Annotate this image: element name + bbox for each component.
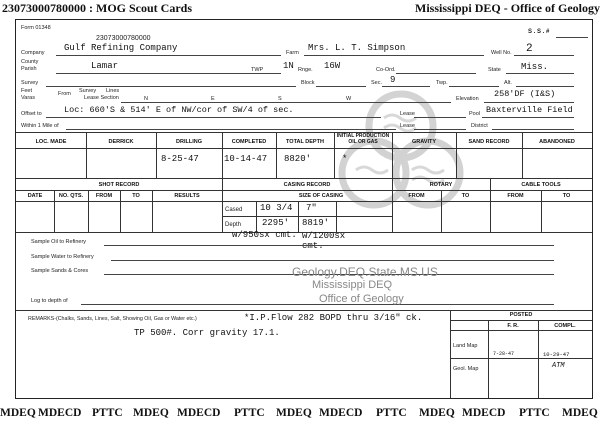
offset-underline	[46, 117, 381, 118]
block-underline	[316, 86, 366, 87]
th-drilling: DRILLING	[176, 139, 202, 145]
api-number: 23073000780000	[96, 35, 151, 42]
footer-item: MDEQ	[133, 407, 169, 419]
watermark-agency: Mississippi DEQ	[312, 279, 393, 291]
log-depth-label: Log to depth of	[31, 298, 68, 304]
th-date: DATE	[27, 193, 43, 199]
th-initial-production: INITIAL PRODUCTION OIL OR GAS	[336, 133, 390, 145]
casing-mid-line	[222, 216, 392, 217]
th-derrick: DERRICK	[108, 139, 134, 145]
from-label: From	[58, 91, 71, 97]
posted-title-line	[450, 320, 592, 321]
coord-underline	[396, 73, 476, 74]
posted-title: POSTED	[509, 312, 533, 318]
sample-oil-underline	[104, 245, 554, 246]
pool-value: Baxterville Field	[486, 105, 573, 115]
company-value: Gulf Refining Company	[64, 43, 178, 53]
table1-header-bottom	[16, 148, 592, 149]
footer-item: MDEQ	[276, 407, 312, 419]
remarks-line-2: TP 500#. Corr gravity 17.1.	[134, 328, 280, 338]
cased-size-2: 7"	[306, 203, 317, 213]
cased-label: Cased	[225, 207, 243, 213]
land-map-fr: 7-28-47	[493, 351, 515, 357]
block-label: Block	[301, 80, 315, 86]
lines-label: Lines	[106, 88, 120, 94]
s-label: S	[278, 96, 282, 102]
footer-bar	[0, 405, 604, 423]
th-size-of-casing: SIZE OF CASING	[298, 193, 344, 199]
rnge-value: 16W	[324, 61, 341, 71]
casing-depth-1: 2295'	[262, 218, 290, 228]
footer-item: MDEQ	[0, 407, 36, 419]
pool-label: Pool	[469, 111, 481, 117]
elevation-label: Elevation	[456, 96, 479, 102]
company-label: Company	[21, 50, 45, 56]
survey-label: Survey	[21, 80, 39, 86]
footer-item: PTTC	[92, 407, 123, 419]
ss-label: S . S . #	[528, 29, 550, 35]
footer-item: MDEQ	[562, 407, 598, 419]
th-rotary-from: FROM	[408, 193, 425, 199]
within-underline	[66, 129, 396, 130]
posted-compl: COMPL.	[554, 323, 576, 329]
th-rotary-to: TO	[461, 193, 470, 199]
footer-item: MDEQ	[419, 407, 455, 419]
sample-water-label: Sample Water to Refinery	[31, 254, 94, 260]
th-total-depth: TOTAL DEPTH	[286, 139, 324, 145]
parish-label: Parish	[21, 66, 37, 72]
e-label: E	[211, 96, 215, 102]
well-no-value: 2	[526, 43, 533, 55]
remarks-label: REMARKS-(Chalks, Sands, Lines, Salt, Showing Oil, Gas or Water etc.)	[28, 316, 197, 322]
district-underline	[492, 129, 574, 130]
rnge-label: Rnge.	[298, 67, 313, 73]
well-no-label: Well No.	[491, 50, 512, 56]
land-map-label: Land Map	[453, 343, 478, 349]
county-label: County	[21, 59, 39, 65]
within-label: Within 1 Mile of	[21, 123, 59, 129]
table1-bottom	[16, 178, 592, 179]
elevation-value: 258'DF (I&S)	[494, 89, 556, 99]
footer-item: MDECD	[177, 407, 221, 419]
footer-item: MDECD	[38, 407, 82, 419]
twp2-underline	[449, 86, 499, 87]
casing-note-1: w/950sx cmt.	[232, 230, 297, 240]
casing-label-col	[256, 201, 257, 232]
footer-item: PTTC	[234, 407, 265, 419]
casing-note-2: w/1200sx cmt.	[302, 231, 346, 251]
sec-underline	[382, 86, 430, 87]
alt-underline	[516, 86, 574, 87]
th-from: FROM	[95, 193, 113, 199]
remarks-line-1: *I.P.Flow 282 BOPD thru 3/16" ck.	[244, 313, 423, 323]
initial-production-value: *	[342, 154, 348, 164]
farm-label: Farm	[286, 50, 299, 56]
land-map-compl: 10-29-47	[543, 351, 570, 358]
log-depth-underline	[81, 304, 554, 305]
posted-mid-line	[450, 358, 592, 359]
th-cable-from: FROM	[507, 193, 524, 199]
survey2-label: Survey	[79, 88, 97, 94]
lease2-underline	[414, 129, 466, 130]
state-underline	[506, 73, 574, 74]
th-sand-record: SAND RECORD	[468, 139, 510, 145]
watermark-office: Office of Geology	[319, 293, 404, 305]
well-no-underline	[514, 55, 574, 56]
th-completed: COMPLETED	[231, 139, 267, 145]
sec-label: Sec.	[371, 80, 383, 86]
district-label: District	[471, 123, 488, 129]
w-label: W	[346, 96, 352, 102]
footer-item: PTTC	[376, 407, 407, 419]
posted-fr: F. R.	[507, 323, 519, 329]
twp-value: 1N	[283, 61, 294, 71]
drilling-date: 8-25-47	[161, 154, 199, 164]
total-depth-value: 8820'	[284, 154, 312, 164]
state-label: State	[488, 67, 501, 73]
elevation-underline	[484, 102, 574, 103]
th-results: RESULTS	[174, 193, 200, 199]
cable-tools-title: CABLE TOOLS	[521, 182, 561, 188]
casing-depth-2: 8819'	[302, 218, 330, 228]
completed-date: 10-14-47	[224, 154, 268, 164]
footer-item: MDECD	[462, 407, 506, 419]
offset-label: Offset to	[21, 111, 42, 117]
footer-item: PTTC	[519, 407, 550, 419]
sample-sands-label: Sample Sands & Cores	[31, 268, 89, 274]
posted-c1	[488, 320, 489, 398]
th-loc-made: LOC. MADE	[35, 139, 67, 145]
farm-underline	[304, 55, 484, 56]
state-value: Miss.	[521, 62, 549, 72]
company-underline	[56, 55, 281, 56]
watermark-url: Geology.DEQ.State.MS.US	[292, 265, 438, 279]
farm-value: Mrs. L. T. Simpson	[308, 43, 406, 53]
posted-head-line	[450, 330, 592, 331]
offset-value: Loc: 660'S & 514' E of NW/cor of SW/4 of sec.	[64, 105, 294, 115]
pool-underline	[482, 117, 574, 118]
posted-left	[450, 310, 451, 398]
feet-label: Feet	[21, 88, 33, 94]
n-label: N	[144, 96, 148, 102]
twp-label: TWP	[251, 67, 264, 73]
posted-c2	[538, 320, 539, 398]
document-title: 23073000780000 : MOG Scout Cards	[2, 1, 192, 15]
geol-map-compl: ATM	[552, 362, 565, 370]
shot-record-title: SHOT RECORD	[98, 182, 140, 188]
t1-col5	[334, 132, 335, 178]
th-gravity: GRAVITY	[411, 139, 437, 145]
cased-size-1: 10 3/4	[260, 203, 293, 213]
lease2-label: Lease	[400, 123, 415, 129]
casing-c1	[298, 201, 299, 232]
sec-value: 9	[390, 75, 396, 85]
table1-top	[16, 132, 592, 133]
lease-underline	[414, 117, 466, 118]
th-cable-to: TO	[562, 193, 571, 199]
alt-label: Alt.	[504, 80, 512, 86]
th-no-qts: NO. QTS.	[58, 193, 84, 199]
feet-underline	[121, 102, 451, 103]
sample-oil-label: Sample Oil to Refinery	[31, 239, 87, 245]
form-number: Form 01348	[21, 25, 51, 31]
depth-label: Depth	[225, 222, 242, 228]
casing-record-title: CASING RECORD	[283, 182, 331, 188]
lease-section-label: Lease Section	[84, 95, 119, 101]
geol-map-label: Geol. Map	[453, 366, 479, 372]
scout-card	[15, 19, 593, 399]
th-abandoned: ABANDONED	[539, 139, 575, 145]
lease-label: Lease	[400, 111, 415, 117]
remarks-top	[16, 310, 592, 311]
county-underline	[56, 73, 281, 74]
agency-title: Mississippi DEQ - Office of Geology	[415, 1, 600, 15]
footer-item: MDECD	[319, 407, 363, 419]
casing-c2	[336, 201, 337, 232]
ss-underline	[556, 37, 588, 38]
survey-underline	[46, 86, 296, 87]
th-to: TO	[132, 193, 140, 199]
coord-label: Co-Ord.	[376, 67, 396, 73]
twp2-label: Twp.	[436, 80, 448, 86]
county-value: Lamar	[91, 61, 119, 71]
table2-header-bottom	[16, 201, 592, 202]
rotary-title: ROTARY	[429, 182, 453, 188]
sample-water-underline	[111, 260, 554, 261]
table2-subhead-line	[16, 190, 592, 191]
varas-label: Varas	[21, 95, 35, 101]
